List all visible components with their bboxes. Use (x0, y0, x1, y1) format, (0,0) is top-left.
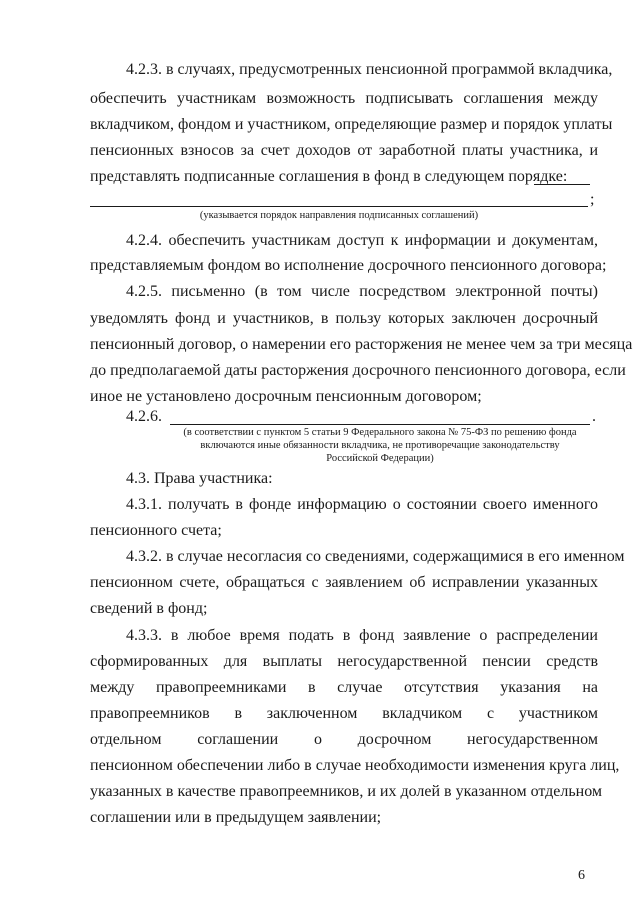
clause-4-2-3-line: вкладчиком, фондом и участником, определяющие размер и порядок уплаты (90, 116, 613, 133)
clause-4-2-3-line: обеспечить участникам возможность подписывать соглашения между (90, 90, 598, 107)
clause-4-3-3-line: указанных в качестве правопреемников, и их долей в указанном отдельном (90, 783, 603, 800)
clause-4-3-3-line: отдельном соглашении о досрочном негосударственном (90, 731, 598, 748)
clause-4-3-3-line: соглашении или в предыдущем заявлении; (90, 809, 382, 826)
clause-4-2-3-line: 4.2.3. в случаях, предусмотренных пенсионной программой вкладчика, (126, 61, 613, 78)
fill-in-blank-line (534, 184, 590, 185)
clause-4-2-5-line: пенсионный договор, о намерении его расторжения не менее чем за три месяца (90, 336, 633, 353)
clause-4-2-3-line: представлять подписанные соглашения в фонд в следующем порядке: (90, 168, 568, 185)
clause-4-3-3-line: правопреемников в заключенном вкладчиком с участником (90, 705, 598, 722)
field-caption: (в соответствии с пунктом 5 статьи 9 Федерального закона № 75-ФЗ по решению фонда (183, 427, 577, 438)
section-heading: 4.3. Права участника: (126, 470, 273, 487)
clause-end-mark: ; (590, 191, 595, 208)
clause-4-3-1-line: пенсионного счета; (90, 522, 222, 539)
clause-4-3-1-line: 4.3.1. получать в фонде информацию о состоянии своего именного (126, 496, 598, 513)
clause-4-2-3-line: пенсионных взносов за счет доходов от заработной платы участника, и (90, 142, 598, 159)
clause-4-2-5-line: уведомлять фонд и участников, в пользу которых заключен досрочный (90, 310, 598, 327)
clause-4-3-3-line: сформированных для выплаты негосударственной пенсии средств (90, 653, 598, 670)
clause-4-2-5-line: 4.2.5. письменно (в том числе посредством электронной почты) (126, 283, 598, 300)
fill-in-blank-line (170, 424, 590, 425)
clause-4-2-4-line: представляемым фондом во исполнение досрочного пенсионного договора; (90, 257, 607, 274)
fill-in-blank-line (90, 206, 588, 207)
field-caption: (указывается порядок направления подписанных соглашений) (199, 210, 479, 221)
clause-4-2-5-line: до предполагаемой даты расторжения досрочного пенсионного договора, если (90, 362, 626, 379)
clause-4-3-3-line: между правопреемниками в случае отсутствия указания на (90, 679, 598, 696)
clause-end-mark: . (592, 408, 596, 425)
clause-4-3-2-line: пенсионном счете, обращаться с заявлением об исправлении указанных (90, 574, 598, 591)
page-number: 6 (578, 868, 585, 883)
clause-4-3-3-line: пенсионном обеспечении либо в случае необходимости изменения круга лиц, (90, 757, 620, 774)
clause-4-3-3-line: 4.3.3. в любое время подать в фонд заявление о распределении (126, 627, 598, 644)
clause-4-2-4-line: 4.2.4. обеспечить участникам доступ к информации и документам, (126, 232, 598, 249)
field-caption: включаются иные обязанности вкладчика, не противоречащие законодательству (200, 440, 560, 451)
field-caption: Российской Федерации) (326, 453, 434, 464)
clause-4-3-2-line: 4.3.2. в случае несогласия со сведениями, содержащимися в его именном (126, 548, 625, 565)
clause-4-3-2-line: сведений в фонд; (90, 600, 208, 617)
clause-4-2-6-number: 4.2.6. (126, 408, 162, 425)
clause-4-2-5-line: иное не установлено досрочным пенсионным договором; (90, 388, 482, 405)
